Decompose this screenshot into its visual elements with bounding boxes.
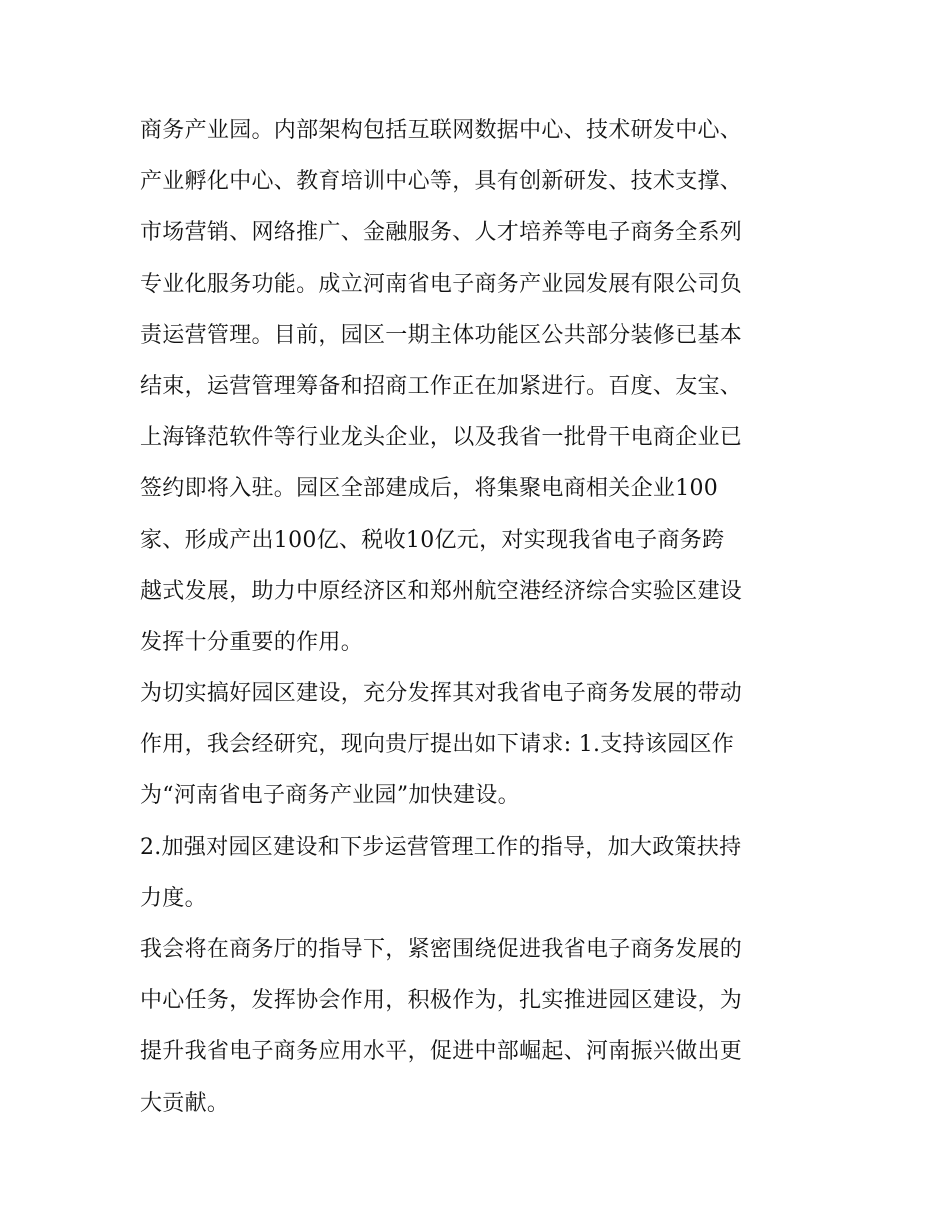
text-line: 产业孵化中心、教育培训中心等，具有创新研发、技术支撑、: [140, 169, 743, 195]
text-line: 作用，我会经研究，现向贵厅提出如下请求: 1.支持该园区作: [140, 732, 735, 758]
body-text: [140, 105, 820, 1129]
text-line: 越式发展，助力中原经济区和郑州航空港经济综合实验区建设: [140, 578, 743, 604]
text-line: 提升我省电子商务应用水平，促进中部崛起、河南振兴做出更: [140, 1039, 743, 1065]
text-line: 我会将在商务厅的指导下，紧密围绕促进我省电子商务发展的: [140, 937, 743, 962]
text-line: 专业化服务功能。成立河南省电子商务产业园发展有限公司负: [140, 271, 743, 297]
text-line: 2.加强对园区建设和下步运营管理工作的指导，加大政策扶持: [140, 834, 742, 860]
text-line: 结束，运营管理筹备和招商工作正在加紧进行。百度、友宝、: [140, 373, 743, 399]
text-line: 上海锋范软件等行业龙头企业，以及我省一批骨干电商企业已: [140, 425, 743, 451]
text-line: 签约即将入驻。园区全部建成后，将集聚电商相关企业100: [140, 476, 719, 502]
text-line: 市场营销、网络推广、金融服务、人才培养等电子商务全系列: [140, 220, 743, 246]
text-line: 力度。: [140, 885, 207, 911]
text-line: 为“河南省电子商务产业园”加快建设。: [140, 783, 520, 809]
text-line: 为切实搞好园区建设，充分发挥其对我省电子商务发展的带动: [140, 681, 743, 707]
text-line: 大贡献。: [140, 1090, 230, 1116]
text-line: 责运营管理。目前，园区一期主体功能区公共部分装修已基本: [140, 322, 743, 348]
text-line: 中心任务，发挥协会作用，积极作为，扎实推进园区建设，为: [140, 988, 743, 1014]
text-line: 发挥十分重要的作用。: [140, 629, 364, 655]
text-line: 家、形成产出100亿、税收10亿元，对实现我省电子商务跨: [140, 527, 725, 553]
text-line: 商务产业园。内部架构包括互联网数据中心、技术研发中心、: [140, 118, 743, 143]
